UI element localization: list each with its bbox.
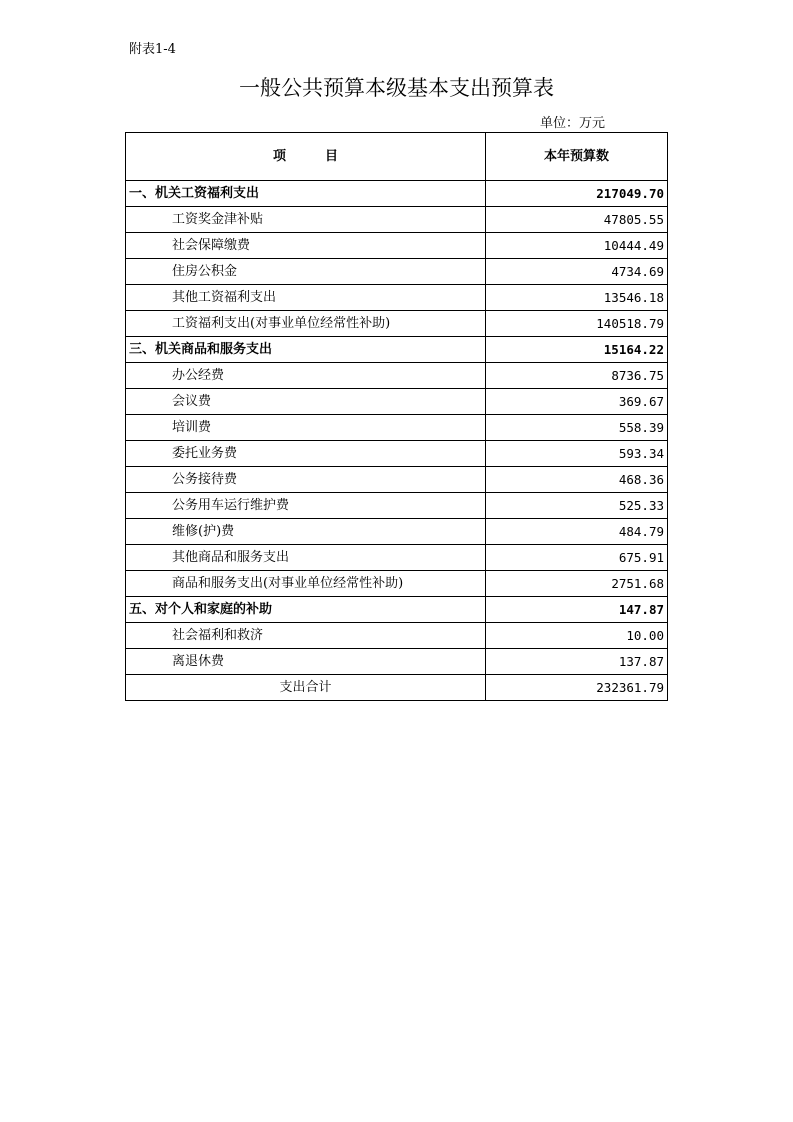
row-name: 支出合计: [126, 675, 486, 701]
row-name: 工资奖金津补贴: [126, 207, 486, 233]
row-value: 10444.49: [486, 233, 668, 259]
header-value: 本年预算数: [486, 133, 668, 181]
category-row: [126, 337, 668, 363]
row-name: 办公经费: [126, 363, 486, 389]
row-value: 484.79: [486, 519, 668, 545]
row-value: 10.00: [486, 623, 668, 649]
table-row: [126, 623, 668, 649]
row-value: 4734.69: [486, 259, 668, 285]
table-row: [126, 363, 668, 389]
table-row: [126, 545, 668, 571]
row-value: 140518.79: [486, 311, 668, 337]
row-name: 公务接待费: [126, 467, 486, 493]
category-row: [126, 597, 668, 623]
row-name: 离退休费: [126, 649, 486, 675]
row-name: 五、对个人和家庭的补助: [126, 597, 486, 623]
row-value: 468.36: [486, 467, 668, 493]
table-row: [126, 415, 668, 441]
row-value: 15164.22: [486, 337, 668, 363]
table-row: [126, 285, 668, 311]
row-value: 217049.70: [486, 181, 668, 207]
table-header-row: [126, 133, 668, 181]
total-row: [126, 675, 668, 701]
row-value: 13546.18: [486, 285, 668, 311]
row-name: 会议费: [126, 389, 486, 415]
row-name: 委托业务费: [126, 441, 486, 467]
row-name: 社会保障缴费: [126, 233, 486, 259]
row-name: 其他工资福利支出: [126, 285, 486, 311]
table-row: [126, 493, 668, 519]
row-name: 公务用车运行维护费: [126, 493, 486, 519]
row-value: 558.39: [486, 415, 668, 441]
row-value: 2751.68: [486, 571, 668, 597]
budget-table-body: [126, 133, 668, 701]
table-row: [126, 441, 668, 467]
row-name: 三、机关商品和服务支出: [126, 337, 486, 363]
row-value: 675.91: [486, 545, 668, 571]
table-row: [126, 389, 668, 415]
row-value: 525.33: [486, 493, 668, 519]
unit-label: 单位：万元: [540, 116, 606, 131]
row-value: 593.34: [486, 441, 668, 467]
row-value: 232361.79: [486, 675, 668, 701]
table-row: [126, 467, 668, 493]
page-title: 一般公共预算本级基本支出预算表: [239, 76, 554, 100]
attachment-label: 附表1-4: [129, 42, 176, 57]
row-name: 其他商品和服务支出: [126, 545, 486, 571]
row-name: 一、机关工资福利支出: [126, 181, 486, 207]
row-name: 工资福利支出(对事业单位经常性补助): [126, 311, 486, 337]
row-value: 137.87: [486, 649, 668, 675]
row-name: 住房公积金: [126, 259, 486, 285]
row-name: 维修(护)费: [126, 519, 486, 545]
row-name: 培训费: [126, 415, 486, 441]
header-item: 项 目: [126, 133, 486, 181]
category-row: [126, 181, 668, 207]
table-row: [126, 311, 668, 337]
table-row: [126, 649, 668, 675]
table-row: [126, 571, 668, 597]
row-value: 47805.55: [486, 207, 668, 233]
table-row: [126, 519, 668, 545]
budget-table: [125, 132, 668, 701]
row-value: 8736.75: [486, 363, 668, 389]
row-name: 社会福利和救济: [126, 623, 486, 649]
table-row: [126, 259, 668, 285]
row-name: 商品和服务支出(对事业单位经常性补助): [126, 571, 486, 597]
table-row: [126, 233, 668, 259]
row-value: 147.87: [486, 597, 668, 623]
table-row: [126, 207, 668, 233]
row-value: 369.67: [486, 389, 668, 415]
